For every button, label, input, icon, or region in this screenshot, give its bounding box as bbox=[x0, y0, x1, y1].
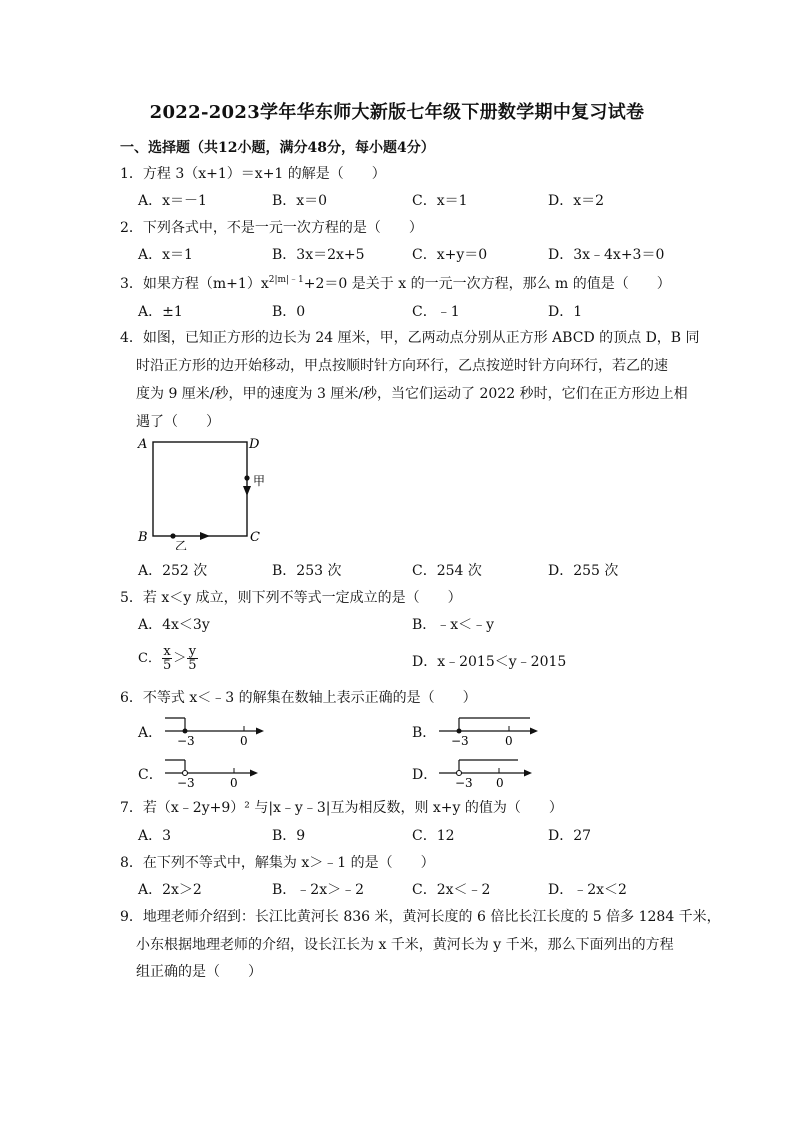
question-8-option-b[interactable]: B．﹣2x＞﹣2 bbox=[272, 882, 364, 898]
question-7-option-c[interactable]: C．12 bbox=[412, 828, 455, 844]
vertex-c-label: C bbox=[250, 530, 260, 545]
svg-text:−3: −3 bbox=[177, 776, 195, 790]
question-4-line-3: 度为 9 厘米/秒，甲的速度为 3 厘米/秒，当它们运动了 2022 秒时，它们在正方形边上相 bbox=[136, 386, 688, 402]
svg-text:0: 0 bbox=[505, 734, 513, 748]
greater-than-sign: ＞ bbox=[173, 651, 187, 666]
question-6-option-a[interactable]: A． bbox=[138, 725, 163, 741]
question-9-line-1: 9．地理老师介绍到：长江比黄河长 836 米，黄河长度的 6 倍比长江长度的 5 倍多 1284 千米， bbox=[120, 909, 721, 925]
question-7-option-d[interactable]: D．27 bbox=[548, 828, 592, 844]
question-4-line-4: 遇了（ ） bbox=[136, 414, 220, 430]
question-2-option-b[interactable]: B．3x＝2x+5 bbox=[272, 247, 365, 263]
question-3-exponent: 2|m|﹣1 bbox=[268, 275, 304, 285]
arrow-right-icon bbox=[200, 532, 210, 540]
number-line-c bbox=[160, 756, 270, 790]
question-5-option-b[interactable]: B．﹣x＜﹣y bbox=[412, 617, 495, 633]
question-1-option-b[interactable]: B．x＝0 bbox=[272, 193, 328, 209]
question-3-option-b[interactable]: B．0 bbox=[272, 304, 306, 320]
question-8-option-c[interactable]: C．2x＜﹣2 bbox=[412, 882, 491, 898]
question-3-stem bbox=[120, 272, 671, 293]
question-9-line-3: 组正确的是（ ） bbox=[136, 964, 262, 980]
question-2-option-d[interactable]: D．3x﹣4x+3＝0 bbox=[548, 247, 665, 263]
question-4-option-d[interactable]: D．255 次 bbox=[548, 563, 619, 579]
question-4-option-a[interactable]: A．252 次 bbox=[138, 563, 208, 579]
question-3-stem-part2: +2＝0 是关于 x 的一元一次方程，那么 m 的值是（ ） bbox=[303, 276, 671, 292]
arrow-down-icon bbox=[243, 486, 251, 496]
question-6-option-b[interactable]: B． bbox=[412, 725, 437, 741]
vertex-a-label: A bbox=[138, 437, 148, 452]
question-3-option-a[interactable]: A．±1 bbox=[138, 304, 183, 320]
point-yi bbox=[170, 533, 175, 538]
svg-text:0: 0 bbox=[240, 734, 248, 748]
question-7-option-b[interactable]: B．9 bbox=[272, 828, 306, 844]
point-jia bbox=[244, 475, 249, 480]
point-yi-label: 乙 bbox=[175, 539, 188, 550]
square-abcd bbox=[153, 442, 247, 536]
fraction-y-over-5: $\frac{y}{5}$ bbox=[188, 644, 197, 673]
question-4-line-1: 4．如图，已知正方形的边长为 24 厘米，甲，乙两动点分别从正方形 ABCD 的顶点 D，B 同 bbox=[120, 330, 700, 346]
question-6-option-c[interactable]: C． bbox=[138, 767, 163, 783]
question-8-stem: 8．在下列不等式中，解集为 x＞﹣1 的是（ ） bbox=[120, 855, 435, 871]
question-1-option-c[interactable]: C．x＝1 bbox=[412, 193, 468, 209]
svg-text:0: 0 bbox=[496, 776, 504, 790]
question-1-stem: 1．方程 3（x+1）＝x+1 的解是（ ） bbox=[120, 166, 386, 182]
question-2-stem: 2．下列各式中，不是一元一次方程的是（ ） bbox=[120, 220, 423, 236]
question-6-option-d[interactable]: D． bbox=[412, 767, 438, 783]
number-line-d bbox=[434, 756, 544, 790]
fraction-x-over-5: $\frac{x}{5}$ bbox=[162, 644, 172, 673]
question-5-option-a[interactable]: A．4x＜3y bbox=[138, 617, 210, 633]
question-4-option-b[interactable]: B．253 次 bbox=[272, 563, 342, 579]
question-5-option-c[interactable] bbox=[138, 645, 199, 672]
question-3-option-c[interactable]: C．﹣1 bbox=[412, 304, 460, 320]
question-8-option-a[interactable]: A．2x＞2 bbox=[138, 882, 202, 898]
section-heading: 一、选择题（共12小题，满分48分，每小题4分） bbox=[120, 140, 435, 156]
question-4-line-2: 时沿正方形的边开始移动，甲点按顺时针方向环行，乙点按逆时针方向环行，若乙的速 bbox=[136, 358, 668, 374]
question-7-option-a[interactable]: A．3 bbox=[138, 828, 172, 844]
question-8-option-d[interactable]: D．﹣2x＜2 bbox=[548, 882, 627, 898]
question-3-option-d[interactable]: D．1 bbox=[548, 304, 583, 320]
vertex-d-label: D bbox=[249, 437, 260, 452]
svg-text:−3: −3 bbox=[451, 734, 469, 748]
vertex-b-label: B bbox=[138, 530, 148, 545]
question-5-stem: 5．若 x＜y 成立，则下列不等式一定成立的是（ ） bbox=[120, 590, 462, 606]
square-figure bbox=[134, 434, 274, 550]
question-1-option-a[interactable]: A．x＝－1 bbox=[138, 193, 207, 209]
question-2-option-a[interactable]: A．x＝1 bbox=[138, 247, 193, 263]
question-3-stem-part1: 3．如果方程（m+1）x bbox=[120, 276, 269, 292]
question-1-option-d[interactable]: D．x＝2 bbox=[548, 193, 605, 209]
question-7-stem: 7．若（x﹣2y+9）² 与|x﹣y﹣3|互为相反数，则 x+y 的值为（ ） bbox=[120, 800, 563, 816]
question-4-option-c[interactable]: C．254 次 bbox=[412, 563, 482, 579]
question-9-line-2: 小东根据地理老师的介绍，设长江长为 x 千米，黄河长为 y 千米，那么下面列出的方程 bbox=[136, 937, 674, 953]
svg-text:−3: −3 bbox=[177, 734, 195, 748]
svg-text:−3: −3 bbox=[455, 776, 473, 790]
number-line-b bbox=[434, 714, 544, 748]
question-5-option-d[interactable]: D．x﹣2015＜y﹣2015 bbox=[412, 654, 567, 670]
number-line-a bbox=[160, 714, 270, 748]
svg-text:0: 0 bbox=[230, 776, 238, 790]
question-5-option-c-label: C． bbox=[138, 651, 161, 666]
point-jia-label: 甲 bbox=[253, 474, 266, 488]
page-title: 2022-2023学年华东师大新版七年级下册数学期中复习试卷 bbox=[149, 102, 645, 123]
question-6-stem: 6．不等式 x＜﹣3 的解集在数轴上表示正确的是（ ） bbox=[120, 690, 477, 706]
question-2-option-c[interactable]: C．x+y＝0 bbox=[412, 247, 488, 263]
